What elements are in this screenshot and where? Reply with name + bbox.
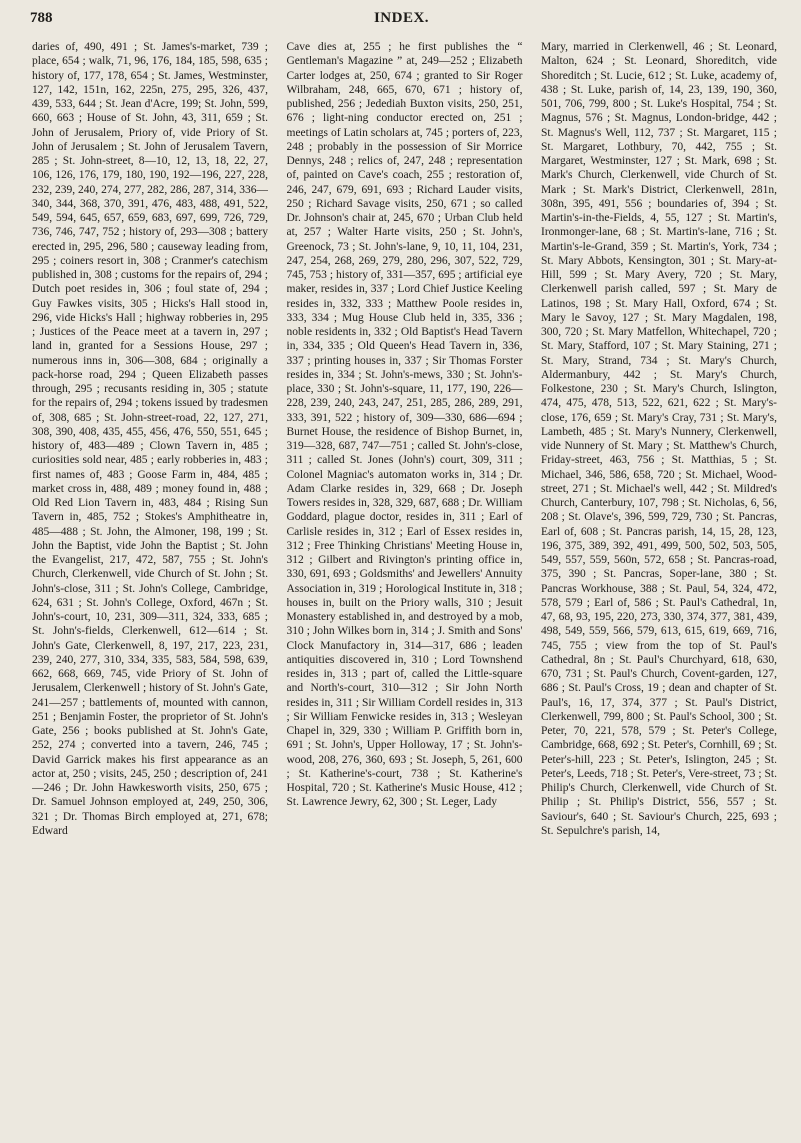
index-text-right: Mary, married in Clerkenwell, 46 ; St. Leonard, Malton, 624 ; St. Leonard, Shoreditch, vide Shoreditch ; St. Lucie, 612 ; St. Luke, academy of, 438 ; St. Luke, parish of, 14, 23, 139, 190, 360, 501, 706, 799, 800 ; St. Luke's Hospital, 754 ; St. Magnus, 576 ; St. Magnus, London-bridge, 442 ; St. Magnus's Well, 112, 737 ; St. Margaret, 115 ; St. Margaret, Lothbury, 70, 442, 755 ; St. Margaret, Westminster, 127 ; St. Mark, 698 ; St. Mark's Church, Clerkenwell, vide Church of St. Mark ; St. Mark's District, Clerkenwell, 281n, 308n, 395, 491, 556 ; boundaries of, 394 ; St. Martin's-in-the-Fields, 4, 55, 127 ; St. Martin's, Ironmonger-lane, 68 ; St. Martin's-lane, 716 ; St. Martin's-le-Grand, 359 ; St. Martin's, York, 734 ; St. Mary Abbots, Kensington, 301 ; St. Mary-at-Hill, 599 ; St. Mary Avery, 720 ; St. Mary, Clerkenwell parish called, 597 ; St. Mary de Latinos, 198 ; St. Mary Hall, Oxford, 674 ; St. Mary le Savoy, 127 ; St. Mary Magdalen, 198, 300, 720 ; St. Mary Matfellon, Whitechapel, 720 ; St. Mary, Stafford, 107 ; St. Mary Staining, 271 ; St. Mary, Strand, 734 ; St. Mary's Church, Aldermanbury, 442 ; St. Mary's Church, Folkestone, 230 ; St. Mary's Church, Islington, 474, 475, 478, 513, 522, 621, 622 ; St. Mary's-close, 176, 659 ; St. Mary's Cray, 731 ; St. Mary's, Lambeth, 485 ; St. Mary's Nunnery, Clerkenwell, vide Nunnery of St. Mary ; St. Matthew's Church, Friday-street, 463, 756 ; St. Matthias, 5 ; St. Michael, 346, 586, 658, 720 ; St. Michael, Wood-street, 271 ; St. Michael's well, 442 ; St. Mildred's Church, Canterbury, 107, 798 ; St. Nicholas, 6, 56, 208 ; St. Olave's, 396, 599, 729, 730 ; St. Pancras, Earl of, 608 ; St. Pancras parish, 14, 15, 28, 123, 196, 375, 389, 392, 491, 499, 500, 502, 503, 505, 549, 557, 559, 560n, 572, 658 ; St. Pancras-road, 375, 390 ; St. Pancras, Soper-lane, 380 ; St. Pancras Workhouse, 388 ; St. Paul, 54, 324, 472, 578, 579 ; Earl of, 586 ; St. Paul's Cathedral, 1n, 47, 68, 93, 195, 220, 273, 330, 374, 377, 381, 439, 498, 549, 559, 566, 579, 613, 615, 619, 669, 716, 745, 755 ; view from the top of St. Paul's Cathedral, 8n ; St. Paul's Churchyard, 618, 630, 670, 731 ; St. Paul's Church, Covent-garden, 127, 686 ; St. Paul's Cross, 19 ; dean and chapter of St. Paul's, 16, 17, 374, 377 ; St. Paul's District, Clerkenwell, 799, 800 ; St. Paul's School, 300 ; St. Peter, 70, 221, 578, 579 ; St. Peter's College, Cambridge, 668, 692 ; St. Peter's, Cornhill, 69 ; St. Peter's-hill, 223 ; St. Peter's, Islington, 245 ; St. Peter's, Leeds, 718 ; St. Peter's, Vere-street, 73 ; St. Philip's Church, Clerkenwell, vide Church of St. Philip ; St. Philip's District, 556, 557 ; St. Saviour's, 640 ; St. Saviour's Church, 225, 693 ; St. Sepulchre's parish, 14, [541,41,777,837]
page-title: INDEX. [373,10,430,26]
index-columns [32,40,777,1137]
page-number: 788 [30,10,53,26]
index-text-middle: Cave dies at, 255 ; he first publishes the “ Gentleman's Magazine ” at, 249—252 ; Elizabeth Carter lodges at, 250, 674 ; granted to Sir Roger Wilbraham, 248, 665, 670, 671 ; history of, published, 256 ; Jedediah Buxton visits, 250, 251, 676 ; light-ning conductor erected on, 251 ; meetings of Latin scholars at, 745 ; porters of, 223, 248 ; probably in the possession of Sir Morrice Dennys, 248 ; relics of, 247, 248 ; representation of, painted on Cave's coach, 255 ; restoration of, 246, 247, 679, 691, 693 ; Richard Lauder visits, 250 ; Richard Savage visits, 250, 671 ; so called Dr. Johnson's chair at, 245, 670 ; Urban Club held at, 257 ; Walter Harte visits, 250 ; St. John's, Greenock, 73 ; St. John's-lane, 9, 10, 11, 104, 231, 247, 254, 268, 269, 279, 280, 296, 307, 522, 729, 745, 753 ; history of, 331—357, 695 ; artificial eye maker, resides in, 337 ; Lord Chief Justice Keeling resides in, 332, 333 ; Matthew Poole resides in, 333, 334 ; Mug House Club held in, 335, 336 ; noble residents in, 332 ; Old Baptist's Head Tavern in, 334, 335 ; Old Queen's Head Tavern in, 336, 337 ; printing houses in, 337 ; Sir Thomas Forster resides in, 334 ; St. John's-mews, 330 ; St. John's-place, 330 ; St. John's-square, 11, 177, 190, 226—228, 239, 240, 243, 247, 251, 285, 286, 289, 291, 333, 391, 522 ; history of, 309—330, 686—694 ; Burnet House, the residence of Bishop Burnet, in, 319—328, 687, 747—751 ; called St. John's-close, 311 ; called St. Jones (John's) court, 309, 311 ; Colonel Magniac's automaton works in, 314 ; Dr. Adam Clarke resides in, 329, 668 ; Dr. Joseph Towers resides in, 328, 329, 687, 688 ; Dr. William Goddard, plague doctor, resides in, 311 ; Earl of Carlisle resides in, 312 ; Earl of Essex resides in, 312 ; Free Thinking Christians' Meeting House in, 312 ; Gilbert and Rivington's printing office in, 330, 691, 693 ; Goldsmiths' and Jewellers' Annuity Association in, 319 ; Horological Institute in, 318 ; houses in, built on the Priory walls, 310 ; Jesuit Monastery established in, and destroyed by a mob, 310 ; John Wilkes born in, 314 ; J. Smith and Sons' Clock Manufactory in, 314—317, 686 ; leaden antiquities discovered in, 310 ; Lord Townshend resides in, 313 ; part of, called the Little-square and North's-court, 310—312 ; Sir John North resides in, 311 ; Sir William Cordell resides in, 313 ; Sir William Fenwicke resides in, 313 ; Wesleyan Chapel in, 329, 330 ; William P. Griffith born in, 691 ; St. John's, Upper Holloway, 17 ; St. John's-wood, 208, 276, 360, 693 ; St. Joseph, 5, 261, 600 ; St. Katherine's-court, 738 ; St. Katherine's Hospital, 720 ; St. Katherine's Music House, 412 ; St. Lawrence Jewry, 62, 300 ; St. Leger, Lady [286,41,523,809]
index-text-left: daries of, 490, 491 ; St. James's-market, 739 ; place, 654 ; walk, 71, 96, 176, 184, 185, 598, 635 ; history of, 177, 178, 654 ; St. James, Westminster, 127, 142, 151n, 162, 225n, 275, 295, 326, 437, 439, 533, 644 ; St. Jean d'Acre, 199; St. John, 599, 660, 663 ; House of St. John, 43, 311, 659 ; St. John of Jerusalem, Priory of, vide Priory of St. John of Jerusalem ; St. John of Jerusalem Tavern, 285 ; St. John-street, 8—10, 12, 13, 18, 22, 27, 106, 126, 176, 179, 180, 190, 192—196, 227, 228, 232, 239, 240, 274, 277, 282, 286, 287, 314, 336—340, 344, 368, 370, 391, 476, 483, 488, 491, 522, 549, 594, 645, 657, 659, 683, 697, 699, 726, 729, 736, 746, 747, 752 ; history of, 293—308 ; battery erected in, 295, 296, 580 ; causeway leading from, 295 ; coiners resort in, 308 ; Cranmer's catechism published in, 308 ; customs for the repairs of, 294 ; Dutch poet resides in, 306 ; foul state of, 294 ; Guy Fawkes visits, 305 ; Hicks's Hall stood in, 296, vide Hicks's Hall ; highway robberies in, 295 ; Justices of the Peace meet at a tavern in, 297 ; land in, granted for a Sessions House, 297 ; numerous inns in, 306—308, 684 ; originally a pack-horse road, 294 ; Queen Elizabeth passes through, 295 ; recusants residing in, 305 ; statute for the repairs of, 294 ; tokens issued by tradesmen of, 308, 685 ; St. John-street-road, 22, 127, 271, 308, 390, 408, 435, 455, 456, 476, 550, 551, 645 ; history of, 483—489 ; Clown Tavern in, 485 ; curiosities sold near, 485 ; early robberies in, 483 ; first names of, 483 ; Goose Farm in, 484, 485 ; market cross in, 488, 489 ; money found in, 488 ; Old Red Lion Tavern in, 483, 484 ; Rising Sun Tavern in, 485, 752 ; Stokes's Amphitheatre in, 485—488 ; St. John, the Almoner, 198, 199 ; St. John the Baptist, vide John the Baptist ; St. John the Evangelist, 217, 472, 587, 755 ; St. John's Church, Clerkenwell, vide Church of St. John ; St. John's-close, 311 ; St. John's College, Cambridge, 624, 631 ; St. John's College, Oxford, 467n ; St. John's-court, 10, 231, 309—311, 324, 333, 685 ; St. John's-fields, Clerkenwell, 612—614 ; St. John's Gate, Clerkenwell, 8, 197, 217, 223, 231, 239, 240, 277, 310, 334, 335, 583, 584, 598, 639, 662, 668, 669, 745, vide Priory of St. John of Jerusalem, Clerkenwell ; history of St. John's Gate, 241—257 ; battlements of, mounted with cannon, 251 ; Benjamin Foster, the proprietor of St. John's Gate, 256 ; books published at St. John's Gate, 252, 274 ; converted into a tavern, 246, 745 ; David Garrick makes his first appearance as an actor at, 250 ; visits, 245, 250 ; description of, 241—246 ; Dr. John Hawkesworth visits, 250, 675 ; Dr. Samuel Johnson employed at, 249, 250, 306, 321 ; Dr. Thomas Birch employed at, 271, 678; Edward [32,41,268,837]
index-column-right [541,40,777,1137]
page-header [30,10,773,34]
index-column-middle [287,40,523,1137]
index-column-left [32,40,268,1137]
